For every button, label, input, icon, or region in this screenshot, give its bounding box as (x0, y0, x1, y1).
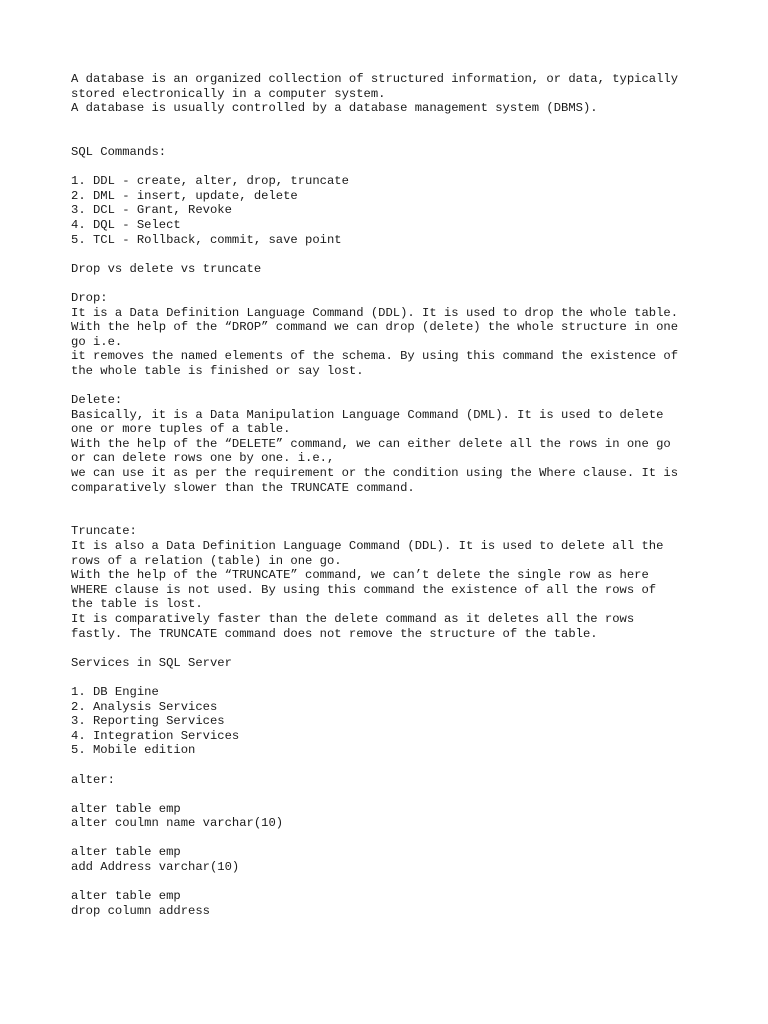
intro-paragraph (71, 72, 731, 116)
alter-example (71, 802, 731, 831)
truncate-line: fastly. The TRUNCATE command does not remove the structure of the table. (71, 626, 598, 641)
delete-line: we can use it as per the requirement or the condition using the Where clause. It is (71, 466, 679, 481)
list-item: 4. Integration Services (71, 728, 240, 743)
drop-heading: Drop: (71, 290, 108, 305)
sql-commands-list (71, 174, 731, 247)
truncate-line: It is also a Data Definition Language Command (DDL). It is used to delete all the (71, 539, 664, 553)
delete-line: comparatively slower than the TRUNCATE command. (71, 480, 415, 495)
truncate-line: With the help of the “TRUNCATE” command, we can’t delete the single row as here (71, 568, 649, 583)
intro-line: A database is an organized collection of structured information, or data, typically (71, 72, 679, 86)
list-item: 4. DQL - Select (71, 217, 181, 232)
list-item: 3. Reporting Services (71, 714, 225, 729)
sql-commands-heading: SQL Commands: (71, 144, 167, 159)
code-line: alter table emp (71, 889, 181, 904)
truncate-section (71, 524, 731, 641)
list-item: 5. TCL - Rollback, commit, save point (71, 232, 342, 247)
code-line: alter coulmn name varchar(10) (71, 816, 284, 831)
drop-line: the whole table is finished or say lost. (71, 363, 364, 378)
drop-section (71, 291, 731, 379)
drop-line: go i.e. (71, 334, 123, 349)
drop-line: It is a Data Definition Language Command (DDL). It is used to drop the whole table. (71, 305, 679, 320)
delete-line: one or more tuples of a table. (71, 422, 291, 437)
comparison-heading: Drop vs delete vs truncate (71, 261, 262, 276)
code-line: alter table emp (71, 801, 181, 816)
alter-example (71, 889, 731, 918)
list-item: 1. DDL - create, alter, drop, truncate (71, 174, 349, 189)
code-line: drop column address (71, 903, 210, 918)
alter-example (71, 845, 731, 874)
intro-line: stored electronically in a computer system. (71, 86, 386, 101)
drop-line: it removes the named elements of the schema. By using this command the existence of (71, 349, 679, 364)
list-item: 2. Analysis Services (71, 699, 218, 714)
truncate-heading: Truncate: (71, 524, 137, 539)
delete-heading: Delete: (71, 393, 123, 408)
delete-line: Basically, it is a Data Manipulation Language Command (DML). It is used to delete (71, 407, 664, 422)
list-item: 1. DB Engine (71, 684, 159, 699)
delete-line: With the help of the “DELETE” command, we can either delete all the rows in one go (71, 436, 671, 451)
truncate-line: the table is lost. (71, 597, 203, 612)
code-line: alter table emp (71, 845, 181, 860)
document-page (71, 72, 731, 918)
delete-line: or can delete rows one by one. i.e., (71, 451, 335, 466)
delete-section (71, 393, 731, 495)
drop-line: With the help of the “DROP” command we can drop (delete) the whole structure in one (71, 320, 679, 335)
list-item: 2. DML - insert, update, delete (71, 188, 298, 203)
code-line: add Address varchar(10) (71, 860, 240, 875)
truncate-line: It is comparatively faster than the delete command as it deletes all the rows (71, 611, 635, 626)
list-item: 5. Mobile edition (71, 743, 196, 758)
list-item: 3. DCL - Grant, Revoke (71, 203, 232, 218)
intro-line: A database is usually controlled by a database management system (DBMS). (71, 101, 598, 116)
truncate-line: rows of a relation (table) in one go. (71, 553, 342, 568)
services-heading: Services in SQL Server (71, 655, 232, 670)
truncate-line: WHERE clause is not used. By using this command the existence of all the rows of (71, 582, 657, 597)
alter-heading: alter: (71, 772, 115, 787)
services-list (71, 685, 731, 758)
